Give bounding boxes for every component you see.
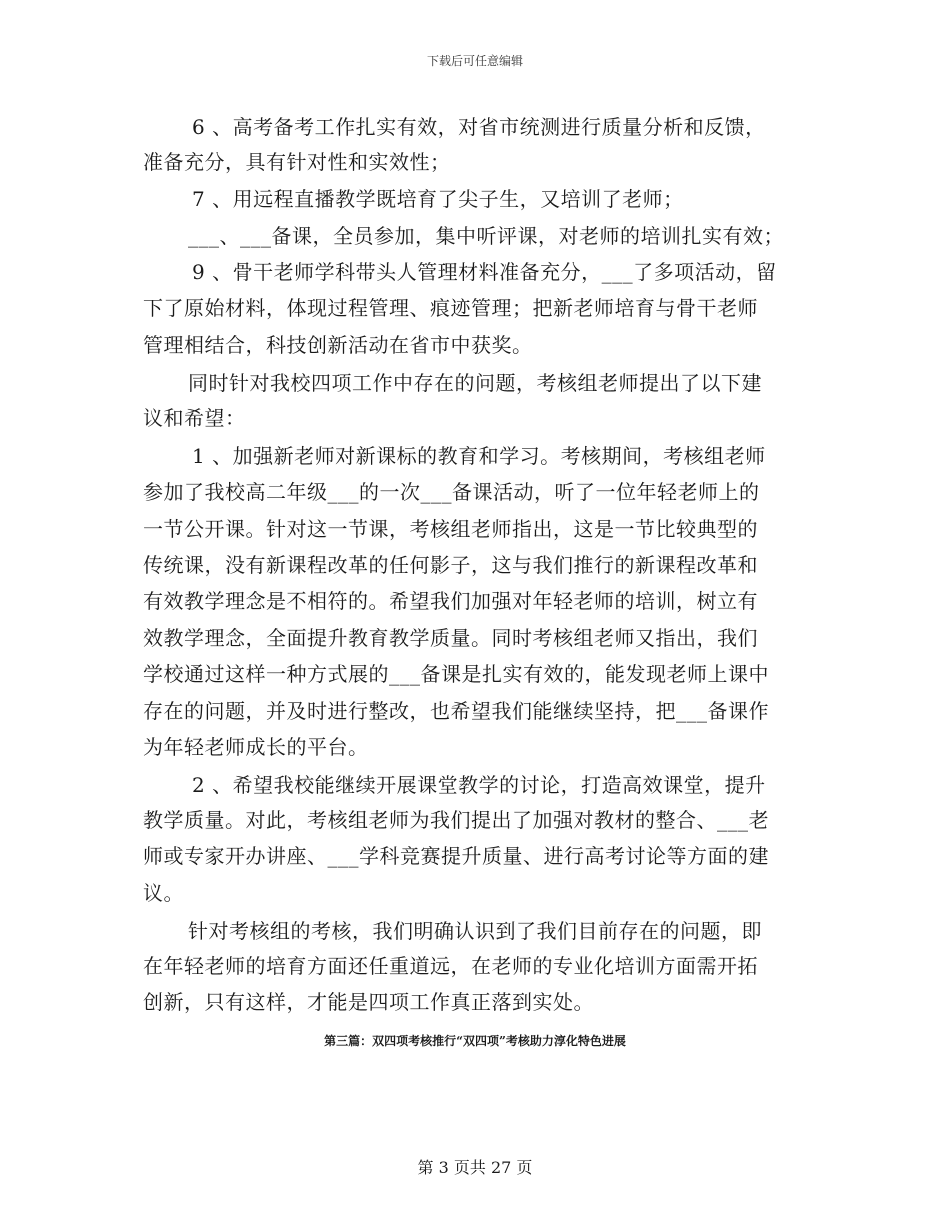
text-line: 教学质量。对此，考核组老师为我们提出了加强对教材的整合、___老 [143,808,769,832]
text-line: 9 、骨干老师学科带头人管理材料准备充分，___了多项活动，留 [192,260,777,284]
text-line: 针对考核组的考核，我们明确认识到了我们目前存在的问题，即 [188,919,762,943]
text-line: 6 、高考备考工作扎实有效，对省市统测进行质量分析和反馈， [192,115,766,139]
text-line: ___、___备课，全员参加，集中听评课，对老师的培训扎实有效； [188,224,784,248]
text-line: 参加了我校高二年级___的一次___备课活动，听了一位年轻老师上的 [143,480,760,504]
text-line: 议。 [143,881,184,905]
page-footer: 第 3 页共 27 页 [417,1158,533,1177]
text-line: 7 、用远程直播教学既培育了尖子生，又培训了老师； [192,187,684,211]
text-line: 效教学理念，全面提升教育教学质量。同时考核组老师又指出，我们 [143,626,758,650]
text-line: 师或专家开办讲座、___学科竞赛提升质量、进行高考讨论等方面的建 [143,844,769,868]
section-heading: 第三篇：双四项考核推行“双四项”考核助力淳化特色进展 [324,1034,626,1048]
text-line: 议和希望： [143,406,246,430]
text-line: 在年轻老师的培育方面还任重道远，在老师的专业化培训方面需开拓 [143,954,758,978]
text-line: 同时针对我校四项工作中存在的问题，考核组老师提出了以下建 [188,371,762,395]
text-line: 为年轻老师成长的平台。 [143,735,369,759]
text-line: 准备充分，具有针对性和实效性； [143,150,451,174]
header-note: 下载后可任意编辑 [426,54,523,68]
text-line: 创新，只有这样，才能是四项工作真正落到实处。 [143,990,594,1014]
text-line: 传统课，没有新课程改革的任何影子，这与我们推行的新课程改革和 [143,553,758,577]
text-line: 一节公开课。针对这一节课，考核组老师指出，这是一节比较典型的 [143,517,758,541]
text-line: 管理相结合，科技创新活动在省市中获奖。 [143,333,533,357]
text-line: 学校通过这样一种方式展的___备课是扎实有效的，能发现老师上课中 [143,662,769,686]
text-line: 2 、希望我校能继续开展课堂教学的讨论，打造高效课堂，提升 [192,773,766,797]
text-line: 1 、加强新老师对新课标的教育和学习。考核期间，考核组老师 [192,444,766,468]
text-line: 有效教学理念是不相符的。希望我们加强对年轻老师的培训，树立有 [143,589,758,613]
text-line: 存在的问题，并及时进行整改，也希望我们能继续坚持，把___备课作 [143,699,769,723]
text-line: 下了原始材料，体现过程管理、痕迹管理；把新老师培育与骨干老师 [143,296,758,320]
